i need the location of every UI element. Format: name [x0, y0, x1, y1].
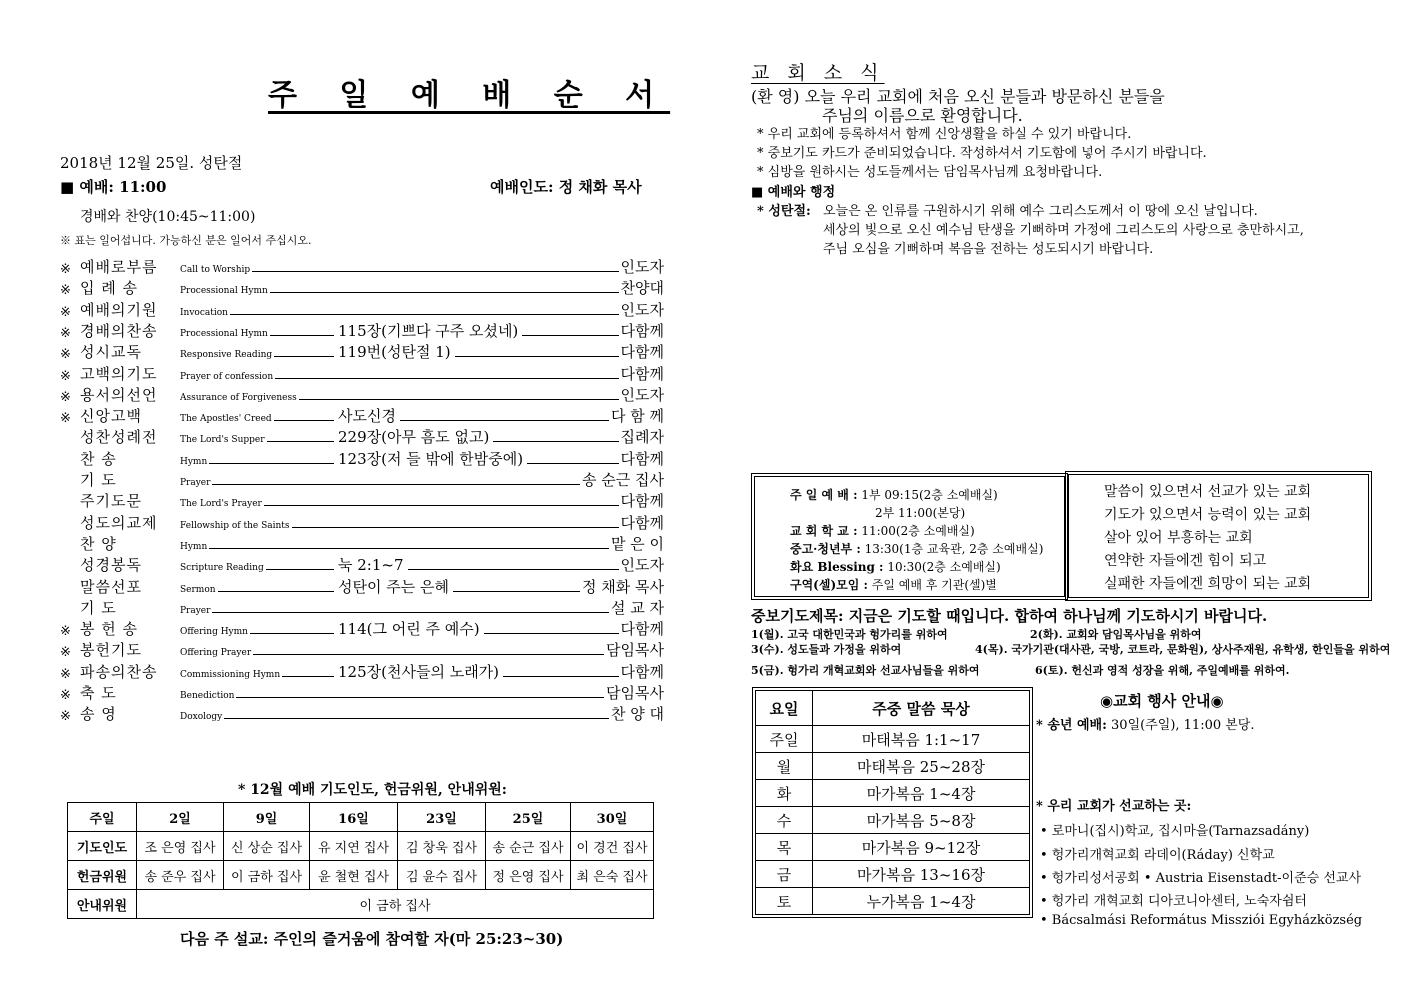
verse-passage: 마가복음 9~12장	[813, 834, 1030, 861]
stand-mark: ※	[60, 347, 71, 363]
order-title: 예배의기원	[80, 300, 158, 319]
leader-line	[230, 314, 619, 315]
duty-header-cell: 2일	[137, 803, 224, 832]
schedule-value: 1부 09:15(2층 소예배실)	[861, 488, 998, 502]
stand-mark: ※	[60, 688, 71, 703]
order-detail: 사도신경	[338, 407, 396, 426]
prayer-title: 중보기도제목: 지금은 기도할 때입니다. 합하여 하나님께 기도하시기 바랍니다.	[751, 607, 1268, 625]
order-row	[60, 554, 664, 575]
leader-line	[282, 676, 334, 677]
welcome-text: (환 영) 오늘 우리 교회에 처음 오신 분들과 방문하신 분들을	[751, 87, 1165, 106]
verse-header-cell: 주중 말씀 묵상	[813, 691, 1030, 726]
order-title: 축 도	[80, 684, 117, 702]
order-english: The Apostles' Creed	[180, 414, 272, 425]
leader-line	[267, 441, 334, 442]
order-row	[60, 384, 664, 405]
verse-passage: 마태복음 25~28장	[813, 753, 1030, 780]
order-english: Offering Prayer	[180, 648, 252, 659]
order-english: Assurance of Forgiveness	[180, 392, 297, 403]
order-english: Call to Worship	[180, 265, 251, 275]
prayer-item: 1(월). 고국 대한민국과 헝가리를 위하여	[751, 628, 948, 641]
leader-line	[275, 378, 618, 379]
leader-line	[453, 591, 580, 592]
order-row	[60, 256, 664, 277]
order-row	[60, 426, 664, 447]
motto-line: 말씀이 있으면서 선교가 있는 교회	[1104, 484, 1312, 500]
duty-table	[67, 802, 654, 919]
motto-line: 기도가 있으면서 능력이 있는 교회	[1104, 507, 1312, 523]
schedule-label: 주 일 예 배 :	[790, 488, 858, 502]
order-performer: 다함께	[620, 364, 664, 383]
verse-row	[756, 807, 1030, 834]
order-row	[60, 490, 664, 511]
order-row	[60, 512, 664, 533]
order-performer: 담임목사	[606, 641, 664, 660]
stand-mark: ※	[60, 325, 71, 341]
leader-line	[264, 505, 619, 506]
notice-item: * 심방을 원하시는 성도들께서는 담임목사님께 요청바랍니다.	[757, 165, 1103, 180]
welcome-text: 주님의 이름으로 환영합니다.	[822, 106, 1023, 125]
order-english: Doxology	[180, 712, 223, 723]
schedule-box	[754, 476, 1065, 597]
order-title: 찬 양	[80, 534, 117, 553]
duty-cell: 송 순근 집사	[486, 832, 571, 861]
order-english: Scripture Reading	[180, 563, 264, 574]
schedule-label: 중고·청년부 :	[790, 542, 861, 556]
stand-mark: ※	[60, 368, 71, 384]
order-title: 입 례 송	[80, 279, 139, 298]
order-performer: 설 교 자	[610, 598, 664, 617]
order-english: Sermon	[180, 584, 216, 595]
order-english: Commissioning Hymn	[180, 669, 281, 680]
order-row	[60, 320, 664, 341]
news-title: 교 회 소 식	[751, 62, 885, 84]
christmas-text: 세상의 빛으로 오신 예수님 탄생을 기뻐하며 가정에 그리스도의 사랑으로 충만하시고,	[823, 223, 1304, 238]
next-sermon: 다음 주 설교: 주인의 즐거움에 참여할 자(마 25:23~30)	[180, 930, 564, 948]
mission-item: • 헝가리성서공회 • Austria Eisenstadt-이준승 선교사	[1040, 871, 1361, 886]
notice-item: * 우리 교회에 등록하셔서 함께 신앙생활을 하실 수 있기 바랍니다.	[757, 127, 1132, 142]
verse-day: 화	[756, 780, 813, 807]
order-row	[60, 299, 664, 320]
duty-header-cell: 23일	[398, 803, 486, 832]
duty-cell: 이 경건 집사	[571, 832, 654, 861]
order-english: Hymn	[180, 541, 208, 552]
stand-mark: ※	[60, 389, 71, 405]
duty-header-row	[68, 803, 654, 832]
order-title: 고백의기도	[80, 364, 158, 383]
leader-line	[250, 633, 334, 634]
order-performer: 송 순근 집사	[582, 471, 664, 489]
order-english: Offering Hymn	[180, 627, 248, 638]
duty-prayer-row	[68, 832, 654, 861]
order-row	[60, 703, 664, 724]
verse-passage: 마가복음 13~16장	[813, 861, 1030, 888]
duty-cell: 김 윤수 집사	[398, 861, 486, 890]
duty-cell: 이 금하 집사	[224, 861, 310, 890]
order-english: Responsive Reading	[180, 350, 273, 361]
leader-line	[408, 569, 619, 570]
leader-line	[266, 569, 334, 570]
verse-day: 주일	[756, 726, 813, 753]
order-performer: 다함께	[620, 492, 664, 511]
order-english: Processional Hymn	[180, 328, 268, 339]
verse-passage: 마가복음 1~4장	[813, 780, 1030, 807]
leader-line	[252, 271, 618, 272]
order-detail: 229장(아무 흠도 없고)	[338, 428, 490, 447]
order-english: The Lord's Supper	[180, 435, 265, 446]
leader-line	[270, 292, 619, 293]
notice-item: * 중보기도 카드가 준비되었습니다. 작성하셔서 기도함에 넣어 주시기 바랍니다.	[757, 146, 1207, 161]
duty-usher-row	[68, 890, 654, 919]
leader-line	[299, 399, 619, 400]
schedule-label: 화요 Blessing :	[790, 560, 884, 574]
christmas-text: 주님 오심을 기뻐하며 복음을 전하는 성도되시기 바랍니다.	[823, 242, 1154, 257]
order-title: 주기도문	[80, 492, 142, 511]
duty-offering-row	[68, 861, 654, 890]
order-row	[60, 448, 664, 469]
verse-day: 금	[756, 861, 813, 888]
duty-cell: 송 준우 집사	[137, 861, 224, 890]
stand-mark: ※	[60, 304, 71, 320]
order-detail: 눅 2:1~7	[338, 556, 404, 575]
order-performer: 맡 은 이	[610, 534, 664, 553]
leader-line	[455, 356, 619, 357]
duty-cell: 유 지연 집사	[310, 832, 398, 861]
order-performer: 인도자	[620, 300, 664, 319]
events-title: ◉교회 행사 안내◉	[1100, 692, 1224, 710]
schedule-value: 11:00(2층 소예배실)	[861, 524, 975, 538]
order-title: 기 도	[80, 598, 117, 617]
service-date: 2018년 12월 25일. 성탄절	[60, 154, 243, 172]
leader-line	[522, 335, 618, 336]
duty-header-cell: 30일	[571, 803, 654, 832]
duty-cell: 최 은숙 집사	[571, 861, 654, 890]
order-performer: 집례자	[620, 428, 664, 447]
duty-header-cell: 9일	[224, 803, 310, 832]
duty-cell: 정 은영 집사	[486, 861, 571, 890]
leader-line	[209, 548, 609, 549]
order-performer: 인도자	[620, 385, 664, 404]
verse-row	[756, 888, 1030, 915]
duty-header-cell: 주일	[68, 803, 137, 832]
order-performer: 다함께	[620, 662, 664, 681]
verse-day: 토	[756, 888, 813, 915]
verse-header-cell: 요일	[756, 691, 813, 726]
order-title: 예배로부름	[80, 258, 158, 276]
order-english: Processional Hymn	[180, 286, 268, 297]
order-row	[60, 469, 664, 490]
year-end-service	[1036, 714, 1255, 733]
stand-mark: ※	[60, 645, 71, 661]
duty-usher-cell: 이 금하 집사	[137, 890, 654, 919]
verse-day: 수	[756, 807, 813, 834]
leader-line	[236, 697, 604, 698]
stand-mark: ※	[60, 411, 71, 427]
service-time: ■ 예배: 11:00	[60, 178, 167, 196]
order-performer: 인도자	[620, 556, 664, 575]
order-title: 기 도	[80, 471, 117, 489]
duty-header-cell: 25일	[486, 803, 571, 832]
leader-line	[224, 718, 609, 719]
verse-row	[756, 861, 1030, 888]
order-detail: 114(그 어린 주 예수)	[338, 620, 480, 639]
order-performer: 찬 양 대	[610, 705, 664, 724]
order-title: 성경봉독	[80, 556, 142, 575]
verse-day: 월	[756, 753, 813, 780]
duty-row-label: 기도인도	[68, 832, 137, 861]
verse-row	[756, 780, 1030, 807]
order-title: 신앙고백	[80, 407, 142, 426]
leader-line	[212, 484, 580, 485]
leader-line	[292, 527, 619, 528]
order-title: 봉헌기도	[80, 641, 142, 660]
mission-item: • 로마니(집시)학교, 집시마을(Tarnazsadány)	[1040, 824, 1310, 839]
order-performer: 담임목사	[606, 684, 664, 702]
verse-day: 목	[756, 834, 813, 861]
prayer-item: 4(목). 국가기관(대사관, 국방, 코트라, 문화원), 상사주재원, 유학생, 한인들을 위하여	[975, 643, 1391, 656]
leader-line	[253, 654, 604, 655]
page-title: 주 일 예 배 순 서	[268, 78, 671, 113]
prayer-item: 2(화). 교회와 담임목사님을 위하여	[1030, 628, 1202, 641]
christmas-text: 오늘은 온 인류를 구원하시기 위해 예수 그리스도께서 이 땅에 오신 날입니다.	[823, 204, 1258, 219]
worship-admin-heading: ■ 예배와 행정	[751, 185, 836, 200]
order-detail: 119번(성탄절 1)	[338, 343, 451, 362]
order-performer: 정 채화 목사	[582, 577, 664, 596]
verse-passage: 마가복음 5~8장	[813, 807, 1030, 834]
duty-cell: 조 은영 집사	[137, 832, 224, 861]
order-title: 경배의찬송	[80, 321, 158, 340]
order-detail: 125장(천사들의 노래가)	[338, 662, 500, 681]
duty-cell: 신 상순 집사	[224, 832, 310, 861]
order-row	[60, 576, 664, 597]
prayer-item: 5(금). 헝가리 개혁교회와 선교사님들을 위하여	[751, 664, 980, 677]
leader-line	[527, 463, 618, 464]
leader-line	[484, 633, 619, 634]
year-end-label: * 송년 예배:	[1036, 718, 1107, 733]
order-row	[60, 661, 664, 682]
order-english: The Lord's Prayer	[180, 499, 262, 510]
stand-note: ※ 표는 일어섭니다. 가능하신 분은 일어서 주십시오.	[60, 234, 312, 247]
motto-line: 연약한 자들에겐 힘이 되고	[1104, 553, 1267, 569]
prayer-item: 6(토). 헌신과 영적 성장을 위해, 주일예배를 위하여.	[1035, 664, 1290, 677]
order-english: Prayer	[180, 605, 211, 616]
order-performer: 다함께	[620, 343, 664, 362]
duty-row-label: 헌금위원	[68, 861, 137, 890]
order-performer: 다함께	[620, 620, 664, 639]
mission-item: • 헝가리개혁교회 라데이(Ráday) 신학교	[1040, 848, 1275, 863]
motto-line: 실패한 자들에겐 희망이 되는 교회	[1104, 576, 1312, 592]
christmas-label: * 성탄절:	[757, 204, 811, 219]
order-detail: 성탄이 주는 은혜	[338, 577, 449, 596]
leader-line	[400, 420, 609, 421]
order-english: Hymn	[180, 456, 208, 467]
verse-row	[756, 834, 1030, 861]
schedule-value: 10:30(2층 소예배실)	[887, 560, 1001, 574]
schedule-value: 2부 11:00(본당)	[875, 506, 966, 520]
stand-mark: ※	[60, 283, 71, 299]
duty-row-label: 안내위원	[68, 890, 137, 919]
order-english: Prayer	[180, 478, 211, 488]
order-row	[60, 618, 664, 639]
order-title: 파송의찬송	[80, 662, 158, 681]
order-row	[60, 597, 664, 618]
stand-mark: ※	[60, 624, 71, 640]
stand-mark: ※	[60, 666, 71, 682]
order-detail: 115장(기쁘다 구주 오셨네)	[338, 321, 519, 340]
order-title: 말씀선포	[80, 577, 142, 596]
order-english: Fellowship of the Saints	[180, 520, 290, 531]
verse-table	[755, 690, 1030, 915]
order-title: 성찬성례전	[80, 428, 158, 447]
motto-box	[1068, 474, 1369, 598]
schedule-value: 13:30(1층 교육관, 2층 소예배실)	[864, 542, 1044, 556]
duty-header-cell: 16일	[310, 803, 398, 832]
leader-line	[218, 591, 334, 592]
stand-mark: ※	[60, 709, 71, 725]
order-title: 용서의선언	[80, 385, 158, 404]
duty-cell: 윤 철현 집사	[310, 861, 398, 890]
schedule-value: 주일 예배 후 기관(셀)별	[871, 578, 997, 592]
leader-line	[274, 420, 334, 421]
leader-line	[270, 335, 334, 336]
order-performer: 다함께	[620, 513, 664, 532]
motto-line: 살아 있어 부흥하는 교회	[1104, 530, 1253, 546]
schedule-label: 교 회 학 교 :	[790, 524, 858, 538]
leader-line	[274, 356, 334, 357]
order-title: 성시교독	[80, 343, 142, 362]
order-row	[60, 341, 664, 362]
leader-line	[503, 676, 618, 677]
mission-item: • Bácsalmási Református Missziói Egyházközség	[1040, 913, 1363, 928]
verse-row	[756, 726, 1030, 753]
order-title: 찬 송	[80, 449, 117, 468]
order-performer: 다함께	[620, 321, 664, 340]
service-leader: 예배인도: 정 채화 목사	[490, 178, 642, 196]
duty-cell: 김 창욱 집사	[398, 832, 486, 861]
order-performer: 인도자	[620, 258, 664, 276]
order-title: 송 영	[80, 705, 117, 724]
order-performer: 다함께	[620, 449, 664, 468]
prelude-text: 경배와 찬양(10:45~11:00)	[80, 209, 256, 225]
order-row	[60, 682, 664, 703]
year-end-value: 30일(주일), 11:00 본당.	[1111, 718, 1255, 733]
order-performer: 찬양대	[620, 279, 664, 298]
leader-line	[493, 441, 618, 442]
order-row	[60, 363, 664, 384]
order-english: Invocation	[180, 307, 228, 318]
verse-header-row	[756, 691, 1030, 726]
mission-item: • 헝가리 개혁교회 디아코니아센터, 노숙자쉼터	[1040, 894, 1307, 909]
verse-passage: 마태복음 1:1~17	[813, 726, 1030, 753]
duty-caption: * 12월 예배 기도인도, 헌금위원, 안내위원:	[238, 782, 507, 798]
order-row	[60, 639, 664, 660]
order-english: Benediction	[180, 691, 235, 701]
schedule-label: 구역(셀)모임 :	[790, 578, 868, 592]
order-row	[60, 405, 664, 426]
order-row	[60, 533, 664, 554]
verse-row	[756, 753, 1030, 780]
order-title: 봉 헌 송	[80, 620, 139, 639]
order-title: 성도의교제	[80, 513, 158, 532]
mission-heading: * 우리 교회가 선교하는 곳:	[1036, 799, 1192, 814]
order-performer: 다 함 께	[610, 407, 664, 426]
order-row	[60, 277, 664, 298]
leader-line	[209, 463, 334, 464]
stand-mark: ※	[60, 262, 71, 277]
order-english: Prayer of confession	[180, 371, 274, 382]
prayer-item: 3(수). 성도들과 가정을 위하여	[751, 643, 902, 656]
order-detail: 123장(저 들 밖에 한밤중에)	[338, 449, 524, 468]
verse-passage: 누가복음 1~4장	[813, 888, 1030, 915]
leader-line	[212, 612, 609, 613]
